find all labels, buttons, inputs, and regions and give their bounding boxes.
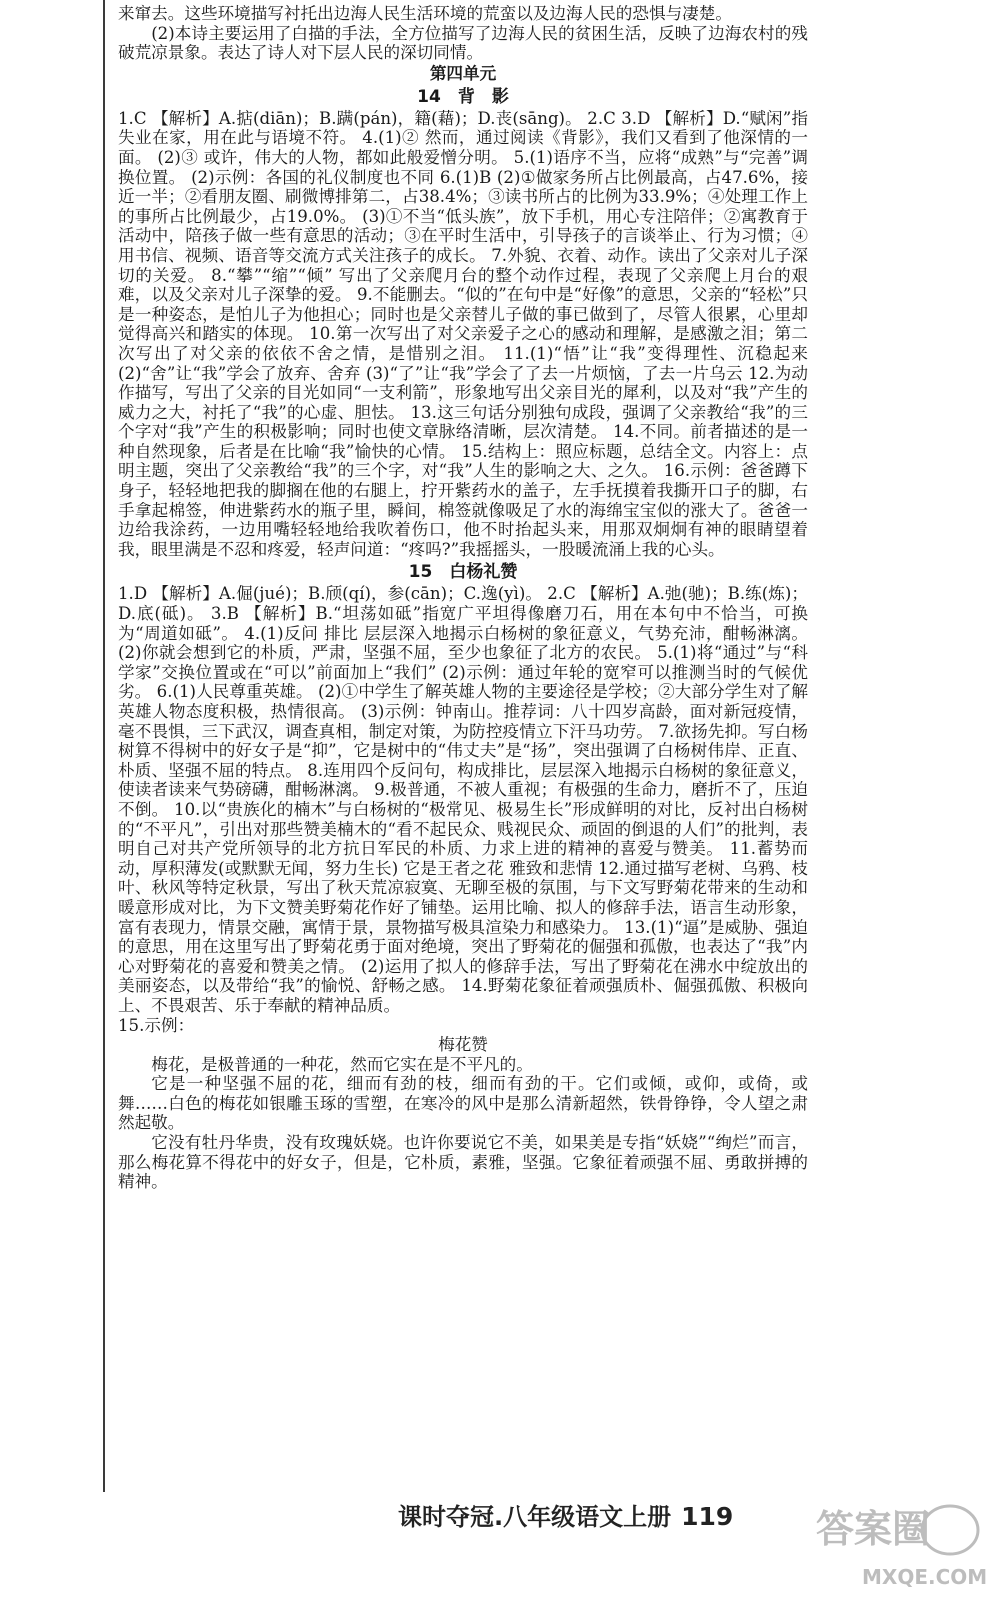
page-footer xyxy=(398,1502,733,1532)
page-number: 119 xyxy=(681,1502,734,1531)
essay-paragraph: 它没有牡丹华贵，没有玫瑰妖娆。也许你要说它不美，如果美是专指“妖娆”“绚烂”而言，那么梅花算不得花中的好女子，但是，它朴质，素雅，坚强。它象征着顽强不屈、勇敢拼搏的精神。 xyxy=(118,1133,808,1192)
watermark-logo xyxy=(810,1498,990,1593)
answer-key-content xyxy=(118,4,808,1192)
essay-paragraph: 梅花，是极普通的一种花，然而它实在是不平凡的。 xyxy=(151,1054,533,1074)
left-margin-rule xyxy=(103,0,105,1492)
book-title: 课时夺冠.八年级语文上册 xyxy=(398,1503,672,1531)
intro-paragraph-2: (2)本诗主要运用了白描的手法，全方位描写了边海人民的贫困生活，反映了边海农村的残破荒凉景象。表达了诗人对下层人民的深切同情。 xyxy=(118,23,808,63)
lesson-15-answers: 1.D 【解析】A.倔(jué)；B.颀(qí)，参(cān)；C.逸(yì)。 2.C 【解析】A.弛(驰)；B.练(炼)；D.底(砥)。 3.B 【解析】B.“坦荡如砥”指宽广平坦得像磨刀石，用在本句中不恰当，可换为“周道如砥”。 4.(1)反问 排比 层层深入地揭示白杨树的象征意义，气势充沛，酣畅淋漓。 (2)你就会想到它的朴质，严肃，坚强不屈，至少也象征了北方的农民。 5.(1)将“通过”与“科学家”交换位置或在“可以”前面加上“我们” (2)示例：通过年轮的宽窄可以推测当时的气候优劣。 6.(1)人民尊重英雄。 (2)①中学生了解英雄人物的主要途径是学校；②大部分学生对了解英雄人物态度积极，热情很高。 (3)示例：钟南山。推荐词：八十四岁高龄，面对新冠疫情，毫不畏惧，三下武汉，调查真相，制定对策，为防控疫情立下汗马功劳。 7.欲扬先抑。写白杨树算不得树中的好女子是“抑”，它是树中的“伟丈夫”是“扬”，突出强调了白杨树伟岸、正直、朴质、坚强不屈的特点。 8.连用四个反问句，构成排比，层层深入地揭示白杨树的象征意义，使读者读来气势磅礴，酣畅淋漓。 9.极普通，不被人重视；有极强的生命力，磨折不了，压迫不倒。 10.以“贵族化的楠木”与白杨树的“极常见、极易生长”形成鲜明的对比，反衬出白杨树的“不平凡”，引出对那些赞美楠木的“看不起民众、贱视民众、顽固的倒退的人们”的批判，表明自己对共产党所领导的北方抗日军民的朴质、力求上进的精神的喜爱与赞美。 11.蓄势而动，厚积薄发(或默默无闻，努力生长) 它是王者之花 雅致和悲情 12.通过描写老树、乌鸦、枝叶、秋风等特定秋景，写出了秋天荒凉寂寞、无聊至极的氛围，与下文写野菊花带来的生动和暖意形成对比，为下文赞美野菊花作好了铺垫。运用比喻、拟人的修辞手法，语言生动形象，富有表现力，情景交融，寓情于景，景物描写极具渲染力和感染力。 13.(1)“逼”是威胁、强迫的意思，用在这里写出了野菊花勇于面对绝境，突出了野菊花的倔强和孤傲，也表达了“我”内心对野菊花的喜爱和赞美之情。 (2)运用了拟人的修辞手法，写出了野菊花在沸水中绽放出的美丽姿态，以及带给“我”的愉悦、舒畅之感。 14.野菊花象征着顽强质朴、倔强孤傲、积极向上、不畏艰苦、乐于奉献的精神品质。 xyxy=(118,584,808,1015)
essay-paragraph: 它是一种坚强不屈的花，细而有劲的枝，细而有劲的干。它们或倾，或仰，或倚，或舞……白色的梅花如银雕玉琢的雪塑，在寒冷的风中是那么清新超然，铁骨铮铮，令人望之肃然起敬。 xyxy=(118,1074,808,1133)
lesson-15-title: 15 白杨礼赞 xyxy=(408,562,518,583)
watermark-logo-text: 答案圈 xyxy=(816,1507,931,1551)
q15-label: 15.示例： xyxy=(118,1015,195,1035)
intro-paragraph-1: 来窜去。这些环境描写衬托出边海人民生活环境的荒蛮以及边海人民的恐惧与凄楚。 xyxy=(118,4,732,23)
watermark-circle xyxy=(922,1506,978,1554)
unit-title: 第四单元 xyxy=(429,63,497,83)
lesson-14-answers: 1.C 【解析】A.掂(diān)；B.蹒(pán)，籍(藉)；D.丧(sāng)。 2.C 3.D 【解析】D.“赋闲”指失业在家，用在此与语境不符。 4.(1)② 然而，通过阅读《背影》，我们又看到了他深情的一面。 (2)③ 或许，伟大的人物，都如此般爱憎分明。 5.(1)语序不当，应将“成熟”与“完善”调换位置。 (2)示例：各国的礼仪制度也不同 6.(1)B (2)①做家务所占比例最高，占47.6%，接近一半；②看朋友圈、刷微博排第二，占38.4%；③读书所占的比例为33.9%；④处理工作上的事所占比例最少，占19.0%。 (3)①不当“低头族”，放下手机，用心专注陪伴；②寓教育于活动中，陪孩子做一些有意思的活动；③在平时生活中，引导孩子的言谈举止、行为习惯；④用书信、视频、语音等交流方式关注孩子的成长。 7.外貌、衣着、动作。读出了父亲对儿子深切的关爱。 8.“攀”“缩”“倾” 写出了父亲爬月台的整个动作过程，表现了父亲爬上月台的艰难，以及父亲对儿子深挚的爱。 9.不能删去。“似的”在句中是“好像”的意思，父亲的“轻松”只是一种姿态，是怕儿子为他担心；同时也是父亲替儿子做的事已做到了，尽管人很累，心里却觉得高兴和踏实的体现。 10.第一次写出了对父亲爱子之心的感动和理解，是感激之泪；第二次写出了对父亲的依依不舍之情，是惜别之泪。 11.(1)“悟”让“我”变得理性、沉稳起来 (2)“舍”让“我”学会了放弃、舍弃 (3)“了”让“我”学会了了去一片烦恼，了去一片乌云 12.为动作描写，写出了父亲的目光如同“一支利箭”，形象地写出父亲目光的犀利，以及对“我”产生的威力之大，衬托了“我”的心虚、胆怯。 13.这三句话分别独句成段，强调了父亲教给“我”的三个字对“我”产生的积极影响；同时也使文章脉络清晰，层次清楚。 14.不同。前者描述的是一种自然现象，后者是在比喻“我”愉快的心情。 15.结构上：照应标题，总结全文。内容上：点明主题，突出了父亲教给“我”的三个字，对“我”人生的影响之大、之久。 16.示例：爸爸蹲下身子，轻轻地把我的脚搁在他的右腿上，拧开紫药水的盖子，左手抚摸着我撕开口子的脚，右手拿起棉签，伸进紫药水的瓶子里，瞬间，棉签就像吸足了水的海绵宝宝似的涨大了。爸爸一边给我涂药，一边用嘴轻轻地给我吹着伤口，他不时抬起头来，用那双炯炯有神的眼睛望着我，眼里满是不忍和疼爱，轻声问道：“疼吗?”我摇摇头，一股暖流涌上我的心头。 xyxy=(118,108,808,559)
lesson-14-title: 14 背 影 xyxy=(417,86,509,107)
essay-title: 梅花赞 xyxy=(438,1035,488,1055)
watermark-url: MXQE.COM xyxy=(862,1565,988,1589)
